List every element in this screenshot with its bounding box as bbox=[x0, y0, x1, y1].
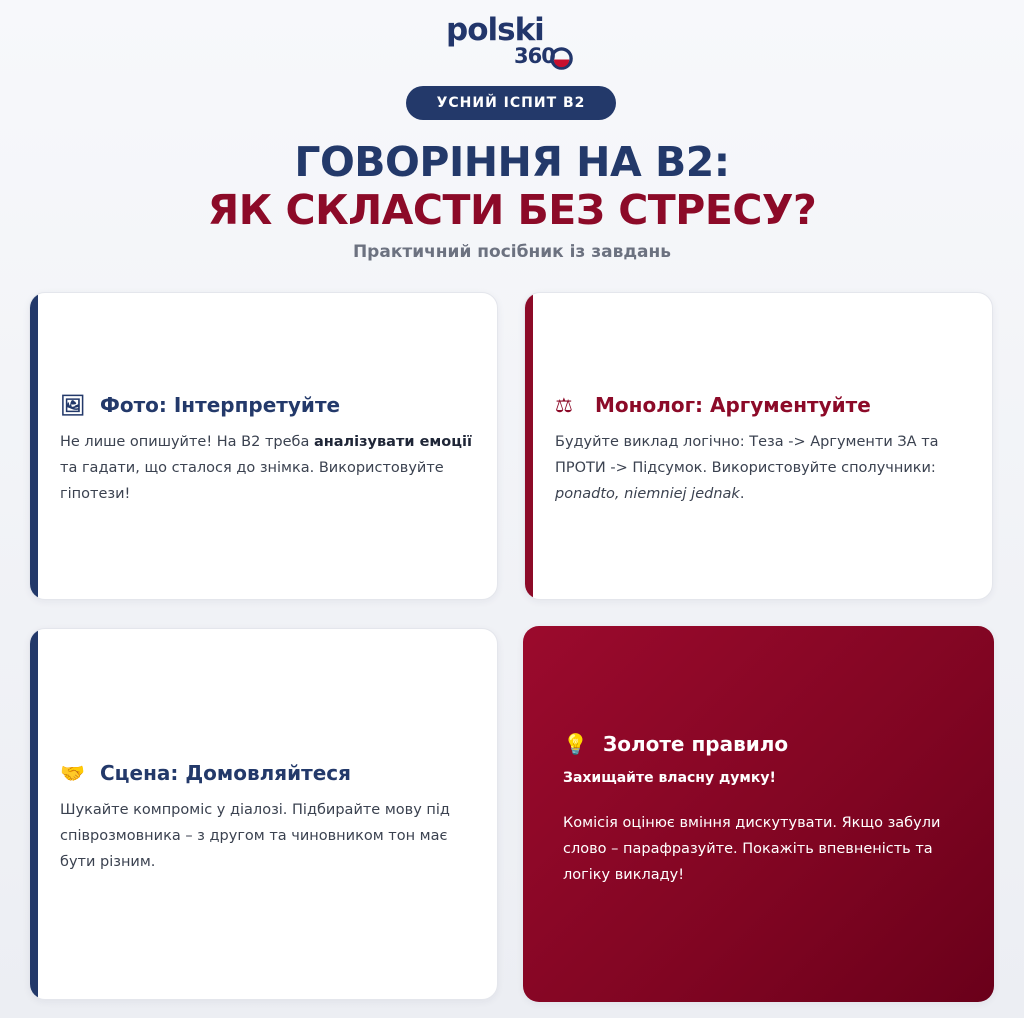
handshake-icon: 🤝 bbox=[60, 761, 85, 785]
light-bulb-icon: 💡 bbox=[563, 732, 588, 756]
card-monologue-italic-text: ponadto, niemniej jednak bbox=[555, 486, 740, 502]
card-monologue bbox=[524, 292, 993, 600]
card-monologue-title-text: Монолог: Аргументуйте bbox=[595, 393, 871, 417]
page-title-line1: ГОВОРІННЯ НА B2: bbox=[294, 138, 730, 186]
card-monologue-text: Будуйте виклад логічно: Теза -> Аргументи ЗА та ПРОТИ -> Підсумок. Використовуйте сполучники: ponadto, niemniej jednak. bbox=[555, 434, 939, 502]
card-photo bbox=[29, 292, 498, 600]
card-photo-title-text: Фото: Інтерпретуйте bbox=[100, 393, 341, 417]
logo-number: 360 bbox=[514, 44, 555, 68]
scales-icon: ⚖ bbox=[555, 393, 573, 417]
card-scene-title-text: Сцена: Домовляйтеся bbox=[100, 761, 351, 785]
page-title-line2: ЯК СКЛАСТИ БЕЗ СТРЕСУ? bbox=[207, 186, 817, 234]
card-photo-text: Не лише опишуйте! На B2 треба аналізувати емоції та гадати, що сталося до знімка. Використовуйте гіпотези! bbox=[60, 434, 472, 502]
framed-picture-icon: 🖼 bbox=[60, 393, 86, 417]
card-photo-bold-text: аналізувати емоції bbox=[313, 434, 472, 450]
card-accent-stripe bbox=[30, 629, 38, 999]
card-scene-title bbox=[60, 761, 473, 785]
polski360-logo bbox=[446, 12, 586, 72]
card-accent-stripe bbox=[30, 293, 38, 599]
card-golden-rule-highlight: Захищайте власну думку! bbox=[563, 770, 776, 786]
card-accent-stripe bbox=[525, 293, 533, 599]
card-golden-rule-title bbox=[563, 732, 944, 756]
card-scene-text: Шукайте компроміс у діалозі. Підбирайте мову під співрозмовника – з другом та чиновником тон має бути різним. bbox=[60, 802, 450, 870]
logo-ring-icon bbox=[549, 46, 574, 71]
card-photo-title bbox=[60, 393, 473, 417]
card-golden-rule bbox=[523, 626, 994, 1002]
card-golden-rule-title-text: Золоте правило bbox=[603, 732, 789, 756]
card-monologue-title bbox=[555, 393, 968, 417]
page-subtitle: Практичний посібник із завдань bbox=[352, 242, 672, 262]
card-scene bbox=[29, 628, 498, 1000]
card-golden-rule-text: Комісія оцінює вміння дискутувати. Якщо забули слово – парафразуйте. Покажіть впевненість та логіку викладу! bbox=[563, 815, 941, 883]
exam-badge: УСНИЙ ІСПИТ B2 bbox=[406, 86, 616, 120]
logo-word: polski bbox=[446, 12, 544, 48]
